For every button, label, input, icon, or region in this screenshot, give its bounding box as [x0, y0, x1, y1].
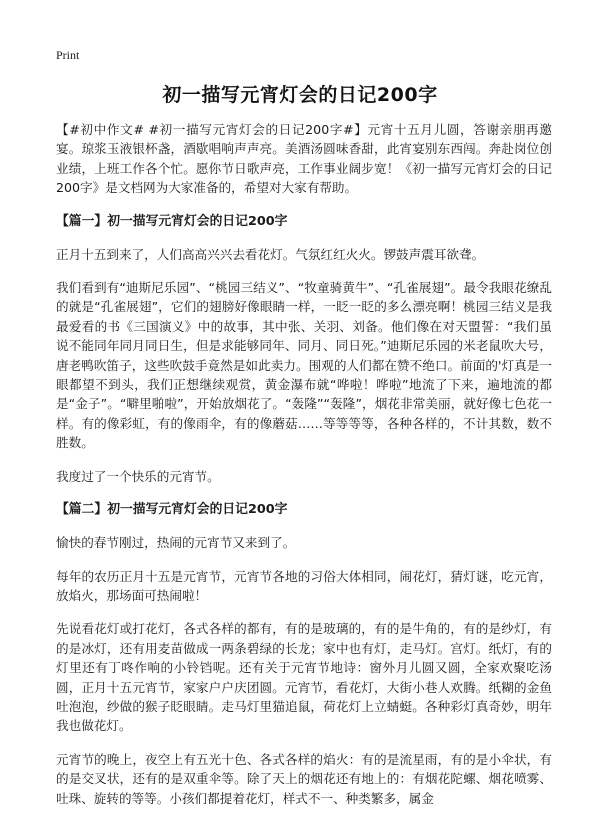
- section-2-paragraph-3: 先说看花灯或打花灯，各式各样的都有，有的是玻璃的，有的是牛角的，有的是纱灯，有的是冰灯，还有用麦苗做成一两条碧绿的长龙；家中也有灯，走马灯。宫灯。纸灯，有的灯里还有丁咚作响的小铃铛呢。还有关于元宵节地诗：窗外月儿圆又圆，全家欢聚吃汤圆，正月十五元宵节，家家户户庆团圆。元宵节，看花灯，大街小巷人欢腾。纸糊的金鱼吐泡泡，纱做的猴子眨眼睛。走马灯里猫追鼠，荷花灯上立蜻蜓。各种彩灯真奇妙，明年我也做花灯。: [56, 621, 552, 734]
- print-link[interactable]: Print: [56, 48, 80, 62]
- section-2-paragraph-2: 每年的农历正月十五是元宵节，元宵节各地的习俗大体相同，闹花灯，猜灯谜，吃元宵，放焰火，那场面可热闹啦！: [56, 568, 552, 603]
- article-body: [56, 120, 552, 822]
- section-1-paragraph-2: 我们看到有“迪斯尼乐园”、“桃园三结义”、“牧童骑黄牛”、“孔雀展翅”。最令我眼花缭乱的就是“孔雀展翅”，它们的翅膀好像眼睛一样，一眨一眨的多么漂亮啊！桃园三结义是我最爱看的书《三国演义》中的故事，其中张、关羽、刘备。他们像在对天盟誓：“我们虽说不能同年同月同日生，但是求能够同年、同月、同日死。”迪斯尼乐园的米老鼠吹大号，唐老鸭吹笛子，这些吹鼓手竟然是如此卖力。围观的人们都在赞不绝口。前面的'灯真是一眼都望不到头，我们正想继续观赏，黄金瀑布就“哗啦！哗啦”地流了下来，遍地流的都是“金子”。“噼里啪啦”，开始放烟花了。“轰隆”“轰隆”，烟花非常美丽，就好像七色花一样。有的像彩虹，有的像雨伞，有的像蘑菇……等等等等，各种各样的，不计其数，数不胜数。: [56, 280, 552, 451]
- page-title: 初一描写元宵灯会的日记200字: [162, 84, 438, 106]
- section-2-heading: 【篇二】初一描写元宵灯会的日记200字: [56, 502, 288, 518]
- intro-paragraph: 【#初中作文# #初一描写元宵灯会的日记200字#】元宵十五月儿圆，答谢亲朋再邀宴。琼浆玉液银杯盏，酒歇唱响声声亮。美酒汤圆味香甜，此宵宴别东西闯。奔赴岗位创业绩，上班工作各个忙。愿你节日歌声亮，工作事业阔步宽！《初一描写元宵灯会的日记200字》是文档网为大家准备的，希望对大家有帮助。: [56, 122, 552, 196]
- section-1-paragraph-3: 我度过了一个快乐的元宵节。: [56, 468, 220, 484]
- section-2-paragraph-1: 愉快的春节刚过，热闹的元宵节又来到了。: [56, 535, 296, 551]
- section-1-heading: 【篇一】初一描写元宵灯会的日记200字: [56, 213, 288, 229]
- section-1-paragraph-1: 正月十五到来了，人们高高兴兴去看花灯。气氛红红火火。锣鼓声震耳欲聋。: [56, 246, 485, 262]
- section-2-paragraph-4: 元宵节的晚上，夜空上有五光十色、各式各样的焰火：有的是流星雨，有的是小伞状，有的是交叉状，还有的是双重伞等。除了天上的烟花还有地上的：有烟花陀螺、烟花喷雾、吐珠、旋转的等等。小孩们都提着花灯，样式不一、种类繁多，属金: [56, 751, 552, 806]
